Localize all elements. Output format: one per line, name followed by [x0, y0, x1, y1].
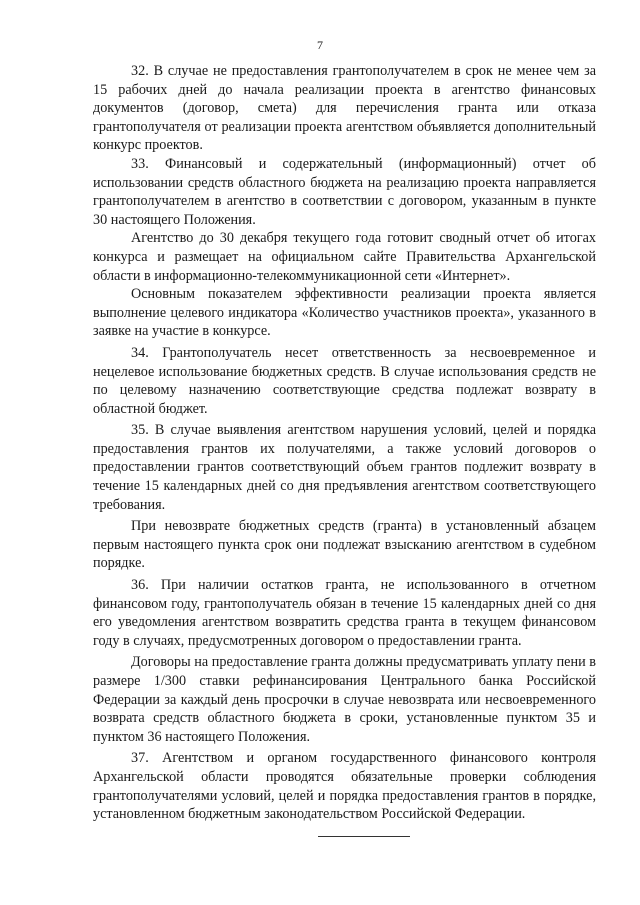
paragraph-36-penalty: Договоры на предоставление гранта должны предусматривать уплату пени в размере 1/300 ставки рефинансирования Центрального банка Российской Федерации за каждый день просрочки в случае невозврата или несвоевременного возврата средств областного бюджета в сроки, установленные пунктом 35 и пунктом 36 настоящего Положения. [93, 654, 596, 745]
paragraph-33-indicator: Основным показателем эффективности реализации проекта является выполнение целевого индикатора «Количество участников проекта», указанного в заявке на участие в конкурсе. [93, 286, 596, 340]
paragraph-37: 37. Агентством и органом государственного финансового контроля Архангельской области проводятся обязательные проверки соблюдения грантополучателями условий, целей и порядка предоставления грантов в порядке, установленном бюджетным законодательством Российской Федерации. [93, 750, 596, 823]
paragraph-33-report: Агентство до 30 декабря текущего года готовит сводный отчет об итогах конкурса и размещает на официальном сайте Правительства Архангельской области в информационно-телекоммуникационной сети «Интернет». [93, 230, 596, 284]
page-number: 7 [317, 38, 323, 52]
document-body [93, 62, 596, 824]
paragraph-36: 36. При наличии остатков гранта, не использованного в отчетном финансовом году, грантополучатель обязан в течение 15 календарных дней со дня его уведомления агентством возвратить средства гранта в текущем финансовом году в случаях, предусмотренных договором о предоставлении гранта. [93, 577, 596, 649]
paragraph-33: 33. Финансовый и содержательный (информационный) отчет об использовании средств областного бюджета на реализацию проекта направляется грантополучателем в агентство в соответствии с договором, указанным в пункте 30 настоящего Положения. [93, 155, 596, 228]
paragraph-34: 34. Грантополучатель несет ответственность за несвоевременное и нецелевое использование бюджетных средств. В случае использования средств не по целевому назначению соответствующие средства подлежат возврату в областной бюджет. [93, 344, 596, 417]
paragraph-35-recovery: При невозврате бюджетных средств (гранта) в установленный абзацем первым настоящего пункта срок они подлежат взысканию агентством в судебном порядке. [93, 518, 596, 572]
end-of-document-rule [318, 836, 410, 837]
paragraph-35: 35. В случае выявления агентством нарушения условий, целей и порядка предоставления грантов их получателями, а также условий договоров о предоставлении грантов соответствующий объем грантов подлежит возврату в течение 15 календарных дней со дня предъявления агентством соответствующего требования. [93, 422, 596, 513]
paragraph-32: 32. В случае не предоставления грантополучателем в срок не менее чем за 15 рабочих дней до начала реализации проекта в агентство финансовых документов (договор, смета) для перечисления гранта или отказа грантополучателя от реализации проекта агентством объявляется дополнительный конкурс проектов. [93, 63, 596, 154]
